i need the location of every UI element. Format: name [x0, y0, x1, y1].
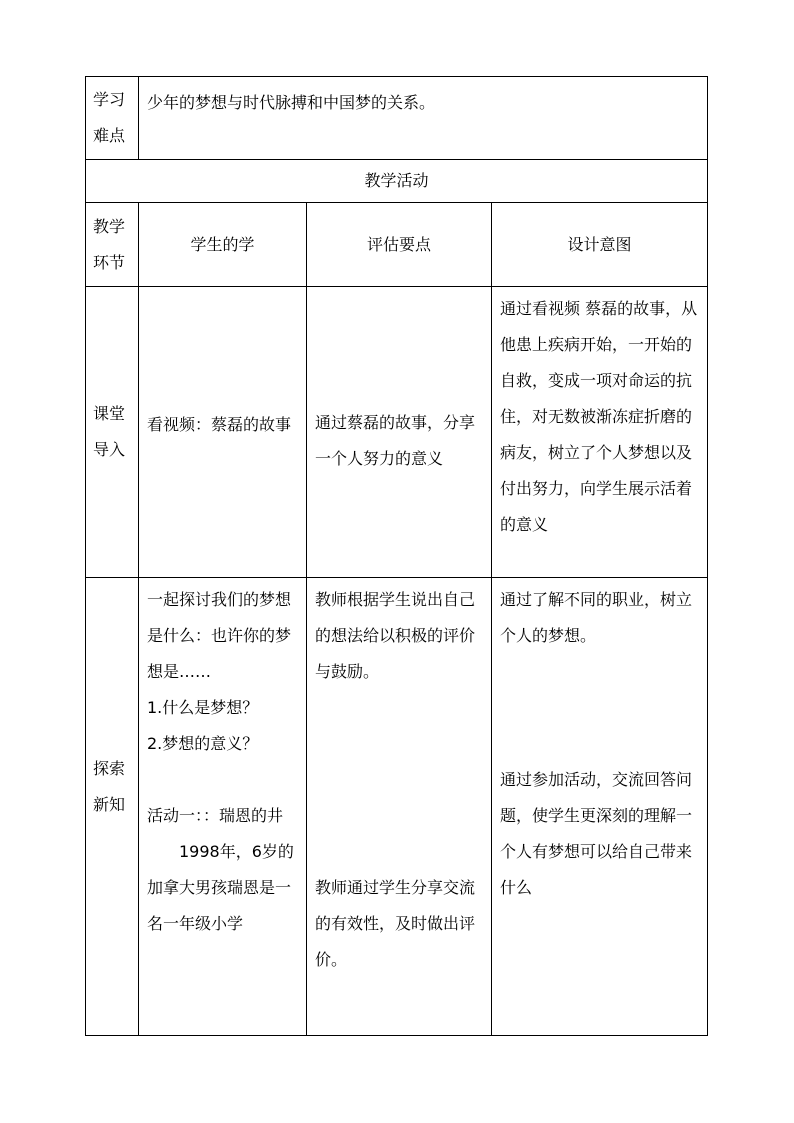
stage-label: 探索新知 — [93, 758, 126, 814]
student-cell — [139, 578, 307, 1036]
stage-label: 课堂导入 — [93, 404, 126, 459]
header-stage-cell — [86, 203, 139, 287]
story-text: 1998年，6岁的加拿大男孩瑞恩是一名一年级小学 — [147, 842, 294, 933]
stage-cell — [86, 287, 139, 578]
section-title: 教学活动 — [86, 160, 708, 203]
lesson-plan-table — [85, 76, 708, 1036]
spacer — [315, 690, 485, 870]
intent-text-1: 通过了解不同的职业，树立个人的梦想。 — [500, 590, 693, 645]
header-stage: 教学环节 — [93, 216, 126, 272]
intent-cell — [492, 578, 708, 1036]
spacer — [147, 762, 300, 798]
difficulty-label: 学习难点 — [93, 90, 126, 145]
student-intro: 一起探讨我们的梦想是什么：也许你的梦想是…… — [147, 590, 292, 681]
table-row — [86, 578, 708, 1036]
header-assessment: 评估要点 — [307, 203, 492, 287]
question-1: 1.什么是梦想？ — [147, 698, 259, 717]
question-2: 2.梦想的意义？ — [147, 734, 259, 753]
intent-cell — [492, 287, 708, 578]
assessment-text-1: 教师根据学生说出自己的想法给以积极的评价与鼓励。 — [315, 590, 476, 681]
header-row — [86, 203, 708, 287]
student-cell — [139, 287, 307, 578]
student-text: 看视频：蔡磊的故事 — [147, 415, 292, 434]
difficulty-label-cell — [86, 77, 139, 160]
assessment-cell — [307, 578, 492, 1036]
activity-title: 活动一：：瑞恩的井 — [147, 806, 284, 825]
difficulty-content-cell — [139, 77, 708, 160]
difficulty-row — [86, 77, 708, 160]
intent-text: 通过看视频 蔡磊的故事，从他患上疾病开始，一开始的自救，变成一项对命运的抗住，对无数被渐冻症折磨的病友，树立了个人梦想以及付出努力，向学生展示活着的意义 — [500, 299, 698, 534]
assessment-text-2: 教师通过学生分享交流的有效性，及时做出评价。 — [315, 878, 476, 969]
intent-text-2: 通过参加活动，交流回答问题，使学生更深刻的理解一个人有梦想可以给自己带来什么 — [500, 770, 693, 897]
section-title-row — [86, 160, 708, 203]
assessment-cell — [307, 287, 492, 578]
header-intent: 设计意图 — [492, 203, 708, 287]
stage-cell — [86, 578, 139, 1036]
spacer — [500, 654, 701, 762]
header-student: 学生的学 — [139, 203, 307, 287]
table-row — [86, 287, 708, 578]
assessment-text: 通过蔡磊的故事，分享一个人努力的意义 — [315, 413, 476, 468]
difficulty-content: 少年的梦想与时代脉搏和中国梦的关系。 — [147, 93, 436, 112]
